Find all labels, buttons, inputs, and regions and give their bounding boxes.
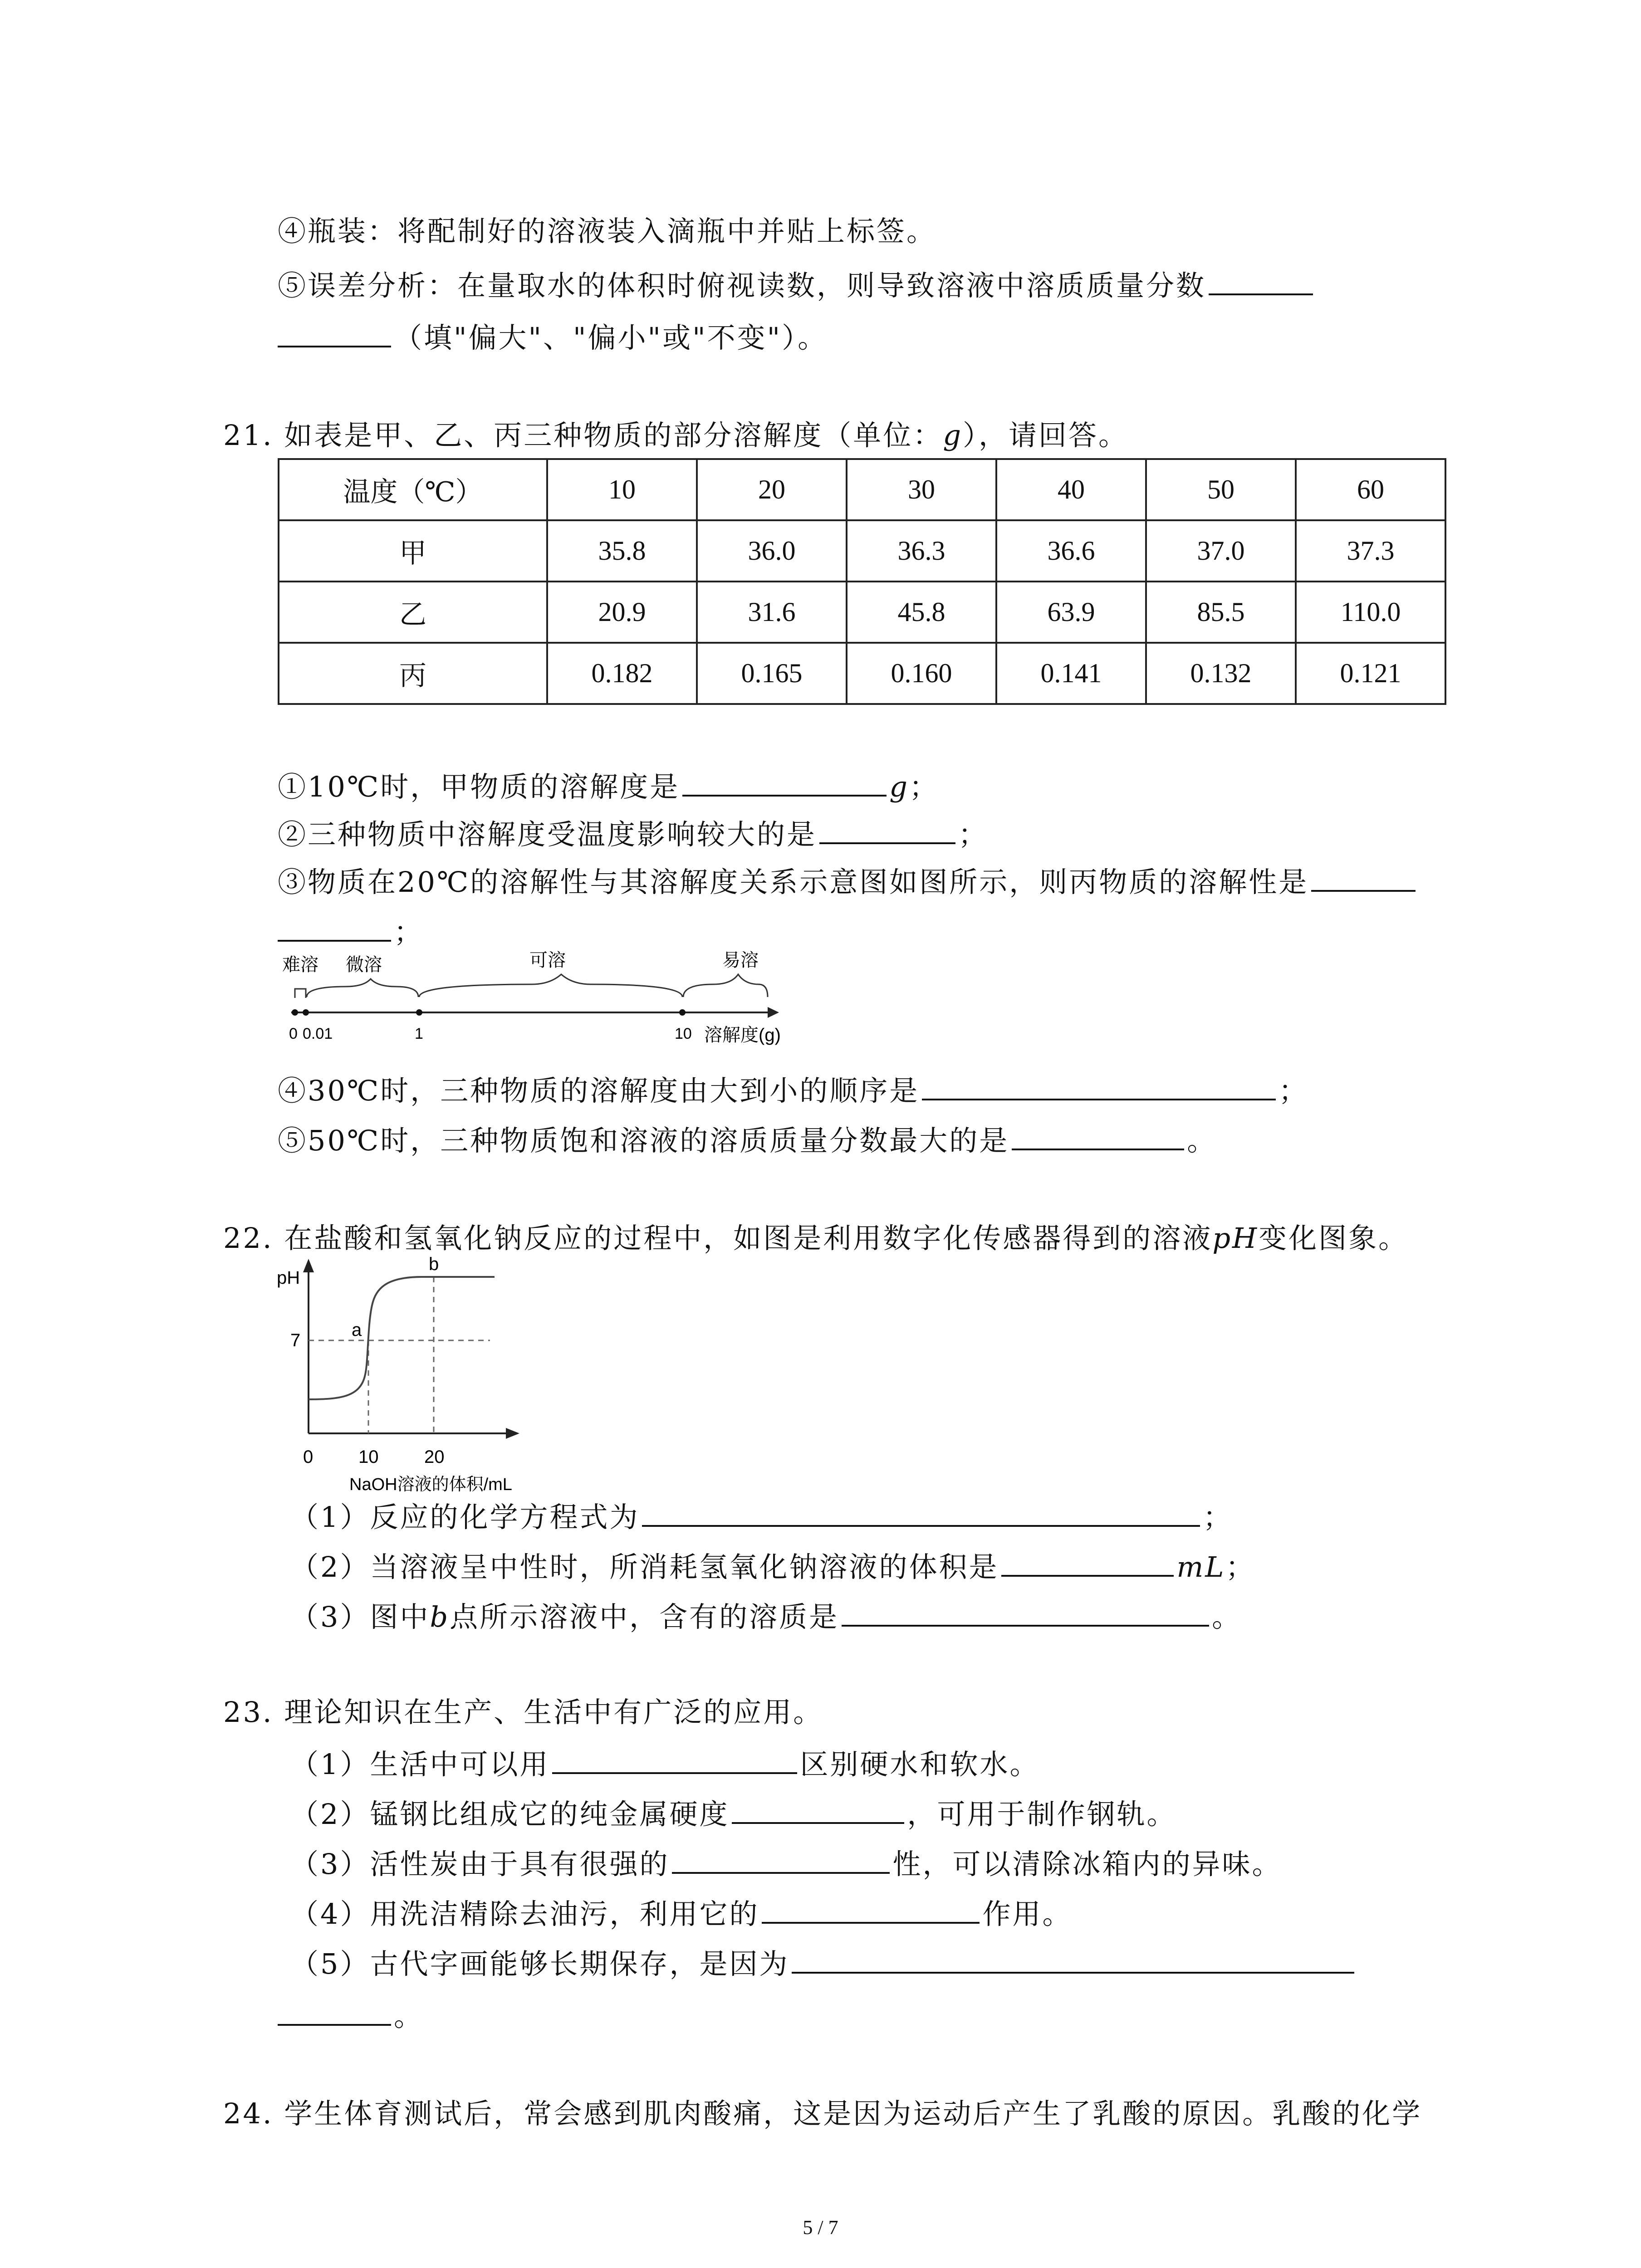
q23-p4-text: （4）用洗洁精除去油污，利用它的 <box>290 1897 759 1931</box>
q23-p3 <box>290 1844 1282 1882</box>
x-tick-label: 20 <box>424 1447 445 1467</box>
q22-stem-text: 22. 在盐酸和氢氧化钠反应的过程中，如图是利用数字化传感器得到的溶液 <box>223 1222 1213 1255</box>
q21-s3-end: ； <box>394 915 424 948</box>
category-label: 难溶 <box>282 955 318 975</box>
brace <box>295 989 306 998</box>
q23-p4-end: 作用。 <box>982 1897 1073 1931</box>
q21-s3-text: ③物质在20℃的溶解性与其溶解度关系示意图如图所示，则丙物质的溶解性是 <box>278 865 1309 899</box>
table-cell: 0.165 <box>697 643 847 704</box>
table-cell: 0.132 <box>1146 643 1296 704</box>
q21-s5 <box>278 1120 1217 1159</box>
table-header-temp: 20 <box>697 459 847 520</box>
q21-s5-end: 。 <box>1187 1124 1217 1157</box>
answer-blank[interactable] <box>1209 265 1313 295</box>
brace <box>683 974 768 997</box>
q21-s1-end: ； <box>909 770 939 803</box>
q23-p2-end: ，可用于制作钢轨。 <box>907 1798 1177 1831</box>
q21-stem-unit: g <box>943 419 963 452</box>
q23-p5-cont <box>278 1996 424 2034</box>
q21-s1 <box>278 767 939 805</box>
y-axis-label: pH <box>277 1268 300 1288</box>
table-cell: 85.5 <box>1146 582 1296 643</box>
table-cell: 20.9 <box>547 582 697 643</box>
answer-blank[interactable] <box>842 1597 1209 1627</box>
q22-stem-end: 变化图象。 <box>1259 1222 1409 1255</box>
q21-stem <box>223 417 1128 454</box>
axis-arrow <box>768 1007 779 1018</box>
q22-p2-text: （2）当溶液呈中性时，所消耗氢氧化钠溶液的体积是 <box>290 1550 999 1584</box>
q21-s4-end: ； <box>1279 1074 1309 1107</box>
q20-step5-text: ⑤误差分析：在量取水的体积时俯视读数，则导致溶液中溶质质量分数 <box>278 269 1206 302</box>
table-row <box>279 643 1445 704</box>
category-label: 易溶 <box>722 950 759 970</box>
q23-p3-text: （3）活性炭由于具有很强的 <box>290 1848 670 1881</box>
table-header-temp: 40 <box>996 459 1146 520</box>
q22-stem <box>223 1220 1408 1256</box>
answer-blank[interactable] <box>278 318 391 347</box>
table-header-row <box>279 459 1445 520</box>
answer-blank[interactable] <box>792 1944 1354 1974</box>
table-cell: 36.3 <box>847 520 996 582</box>
q22-p1 <box>290 1497 1233 1535</box>
axis-label: 溶解度(g) <box>704 1025 781 1045</box>
answer-blank[interactable] <box>1012 1120 1184 1150</box>
q23-p2-text: （2）锰钢比组成它的纯金属硬度 <box>290 1798 730 1831</box>
answer-blank[interactable] <box>819 814 955 844</box>
q22-p3 <box>290 1597 1242 1635</box>
category-label: 微溶 <box>346 955 382 975</box>
q21-stem-text: 21. 如表是甲、乙、丙三种物质的部分溶解度（单位： <box>223 419 943 452</box>
q22-p2-end: ； <box>1225 1550 1256 1584</box>
q21-s5-text: ⑤50℃时，三种物质饱和溶液的溶质质量分数最大的是 <box>278 1124 1009 1157</box>
q21-s2-text: ②三种物质中溶解度受温度影响较大的是 <box>278 818 817 851</box>
q22-p2 <box>290 1547 1255 1585</box>
q22-p2-unit: mL <box>1176 1550 1226 1584</box>
q22-p3-end: 。 <box>1212 1600 1242 1633</box>
answer-blank[interactable] <box>672 1844 890 1874</box>
answer-blank[interactable] <box>552 1744 797 1774</box>
table-header-label: 温度（℃） <box>279 459 547 520</box>
table-cell: 110.0 <box>1296 582 1445 643</box>
q23-p4 <box>290 1894 1072 1932</box>
x-axis-arrow <box>506 1428 519 1439</box>
point-b-label: b <box>429 1254 439 1274</box>
q21-s3 <box>278 862 1418 900</box>
x-tick-label: 10 <box>358 1447 379 1467</box>
tick-label: 0 <box>289 1025 298 1042</box>
table-cell: 35.8 <box>547 520 697 582</box>
answer-blank[interactable] <box>762 1894 980 1924</box>
table-cell: 45.8 <box>847 582 996 643</box>
table-cell: 63.9 <box>996 582 1146 643</box>
answer-blank[interactable] <box>732 1794 904 1824</box>
q20-step4: ④瓶装：将配制好的溶液装入滴瓶中并贴上标签。 <box>278 215 937 248</box>
q21-s2-end: ； <box>958 818 989 851</box>
answer-blank[interactable] <box>278 912 391 942</box>
page-number: 5 / 7 <box>803 2216 838 2239</box>
table-header-temp: 10 <box>547 459 697 520</box>
table-cell: 0.121 <box>1296 643 1445 704</box>
axis-point <box>292 1009 298 1016</box>
x-axis-label: NaOH溶液的体积/mL <box>349 1475 512 1494</box>
brace <box>419 974 682 997</box>
q22-p1-end: ； <box>1203 1501 1233 1534</box>
category-label: 可溶 <box>529 950 566 970</box>
ph-curve-graph <box>272 1252 590 1497</box>
table-row-name: 甲 <box>279 520 547 582</box>
table-row-name: 丙 <box>279 643 547 704</box>
q23-p2 <box>290 1794 1176 1833</box>
q21-s4 <box>278 1070 1308 1109</box>
q21-s4-text: ④30℃时，三种物质的溶解度由大到小的顺序是 <box>278 1074 920 1107</box>
q23-p3-end: 性，可以清除冰箱内的异味。 <box>892 1848 1282 1881</box>
axis-point <box>416 1009 422 1016</box>
table-header-temp: 60 <box>1296 459 1445 520</box>
tick-label: 1 <box>415 1025 423 1042</box>
q21-s3-cont <box>278 912 424 950</box>
q23-p5-text: （5）古代字画能够长期保存，是因为 <box>290 1947 789 1980</box>
x-tick-label: 0 <box>303 1447 314 1467</box>
answer-blank[interactable] <box>642 1497 1200 1527</box>
q22-p3-point: b <box>430 1600 450 1633</box>
q21-s1-text: ①10℃时，甲物质的溶解度是 <box>278 770 680 803</box>
axis-point <box>303 1009 309 1016</box>
answer-blank[interactable] <box>278 1996 391 2026</box>
q23-p5 <box>290 1944 1357 1982</box>
table-cell: 0.141 <box>996 643 1146 704</box>
q22-p3-text: （3）图中 <box>290 1600 430 1633</box>
y-axis-arrow <box>303 1259 314 1272</box>
q23-p5-end: 。 <box>394 1999 424 2033</box>
table-cell: 36.0 <box>697 520 847 582</box>
q21-stem-end: ），请回答。 <box>963 419 1129 452</box>
q20-step5 <box>278 265 1316 304</box>
table-cell: 0.160 <box>847 643 996 704</box>
table-row <box>279 520 1445 582</box>
q23-p1 <box>290 1744 1039 1783</box>
q20-step5-hint: （填"偏大"、"偏小"或"不变"）。 <box>394 321 828 354</box>
answer-blank[interactable] <box>682 767 887 797</box>
q22-stem-ph: pH <box>1212 1222 1259 1255</box>
y-tick-label: 7 <box>290 1330 301 1350</box>
table-row-name: 乙 <box>279 582 547 643</box>
q21-s2 <box>278 814 988 853</box>
solubility-table <box>278 458 1446 705</box>
axis-point <box>679 1009 686 1016</box>
q23-p1-end: 区别硬水和软水。 <box>800 1748 1040 1781</box>
q23-stem: 23. 理论知识在生产、生活中有广泛的应用。 <box>223 1696 823 1729</box>
q21-s1-unit: g <box>889 770 909 803</box>
table-cell: 31.6 <box>697 582 847 643</box>
table-cell: 37.0 <box>1146 520 1296 582</box>
tick-label: 0.01 <box>303 1025 333 1042</box>
table-header-temp: 50 <box>1146 459 1296 520</box>
ph-curve <box>309 1277 495 1399</box>
answer-blank[interactable] <box>1001 1547 1174 1577</box>
table-cell: 0.182 <box>547 643 697 704</box>
q22-p1-text: （1）反应的化学方程式为 <box>290 1501 640 1534</box>
solubility-diagram <box>278 948 786 1061</box>
answer-blank[interactable] <box>922 1070 1276 1100</box>
tick-label: 10 <box>675 1025 692 1042</box>
answer-blank[interactable] <box>1311 862 1416 892</box>
brace <box>307 979 418 997</box>
q23-p1-text: （1）生活中可以用 <box>290 1748 550 1781</box>
table-row <box>279 582 1445 643</box>
q20-step5-cont <box>278 318 828 356</box>
table-header-temp: 30 <box>847 459 996 520</box>
point-a-label: a <box>352 1320 362 1340</box>
table-cell: 37.3 <box>1296 520 1445 582</box>
q24-stem: 24. 学生体育测试后，常会感到肌肉酸痛，这是因为运动后产生了乳酸的原因。乳酸的化学 <box>223 2097 1422 2130</box>
table-cell: 36.6 <box>996 520 1146 582</box>
q22-p3-text2: 点所示溶液中，含有的溶质是 <box>450 1600 839 1633</box>
